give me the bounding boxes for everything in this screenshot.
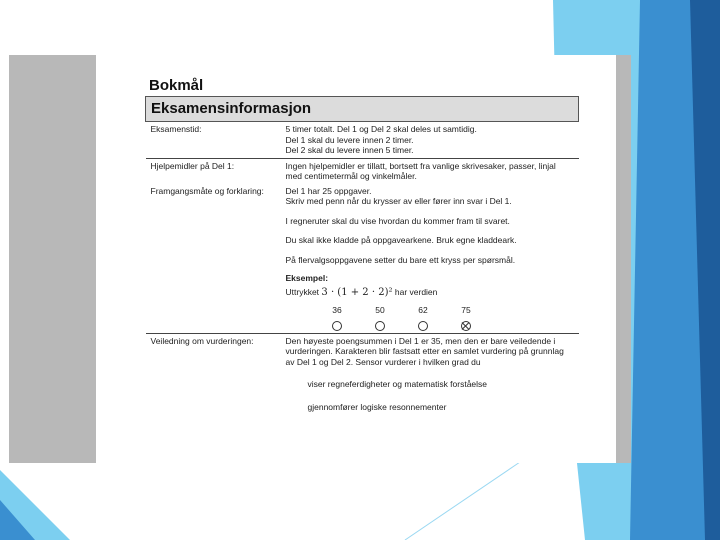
document-page xyxy=(96,55,616,463)
table-row xyxy=(146,122,579,159)
row-line: Den høyeste poengsummen i Del 1 er 35, men den er bare veiledende i vurderingen. Karakteren blir fastsatt etter en samlet vurdering på grunnlag av Del 1 og Del 2. Sensor vurderer i hvilken grad du xyxy=(285,335,564,367)
checked-circle-icon xyxy=(461,321,471,331)
row-label: Veiledning om vurderingen: xyxy=(146,333,281,414)
table-row xyxy=(146,184,579,334)
section-title: Eksamensinformasjon xyxy=(146,97,579,122)
example-prefix: Uttrykket xyxy=(285,286,320,297)
row-line: Del 1 har 25 oppgaver. xyxy=(285,185,372,196)
row-content xyxy=(281,184,579,334)
language-label: Bokmål xyxy=(149,77,204,94)
row-label: Framgangsmåte og forklaring: xyxy=(150,185,264,196)
option-circle-icon xyxy=(332,321,342,331)
option-36 xyxy=(316,305,359,331)
option-value: 75 xyxy=(461,305,471,315)
example-formula xyxy=(286,287,574,299)
row-label: Hjelpemidler på Del 1: xyxy=(146,158,281,184)
bullet-item: gjennomfører logiske resonnementer xyxy=(307,401,447,412)
row-paragraph: I regneruter skal du vise hvordan du kommer fram til svaret. xyxy=(285,215,510,226)
option-value: 50 xyxy=(375,305,385,315)
option-75 xyxy=(445,305,488,331)
row-line: 5 timer totalt. Del 1 og Del 2 skal deles ut samtidig. xyxy=(285,124,477,134)
row-line: Skriv med penn når du krysser av eller fører inn svar i Del 1. xyxy=(285,196,512,206)
row-content xyxy=(281,122,579,159)
row-label: Eksamenstid: xyxy=(146,122,281,159)
row-line: Del 1 skal du levere innen 2 timer. xyxy=(285,134,414,145)
row-content xyxy=(281,158,579,184)
option-circle-icon xyxy=(418,321,428,331)
row-paragraph: Du skal ikke kladde på oppgavearkene. Bruk egne kladdeark. xyxy=(285,235,517,245)
example-title: Eksempel: xyxy=(285,273,329,283)
row-line: Ingen hjelpemidler er tillatt, bortsett fra vanlige skrivesaker, passer, linjal med centimetermål og vinkelmåler. xyxy=(285,160,556,181)
example-expression: 3 · (1 + 2 · 2)² xyxy=(321,286,393,298)
row-line: Del 2 skal du levere innen 5 timer. xyxy=(285,145,414,155)
table-row xyxy=(146,333,579,414)
option-value: 36 xyxy=(332,305,342,315)
row-paragraph: På flervalgsoppgavene setter du bare ett kryss per spørsmål. xyxy=(285,254,516,265)
exam-info-table xyxy=(145,96,579,414)
option-50 xyxy=(359,305,402,331)
option-value: 62 xyxy=(418,305,428,315)
example-suffix: har verdien xyxy=(394,286,438,297)
option-circle-icon xyxy=(375,321,385,331)
example-options xyxy=(316,305,574,331)
row-content xyxy=(281,333,579,414)
option-62 xyxy=(402,305,445,331)
bullet-item: viser regneferdigheter og matematisk forståelse xyxy=(307,379,488,389)
table-row xyxy=(146,158,579,184)
accent-line xyxy=(405,462,520,540)
